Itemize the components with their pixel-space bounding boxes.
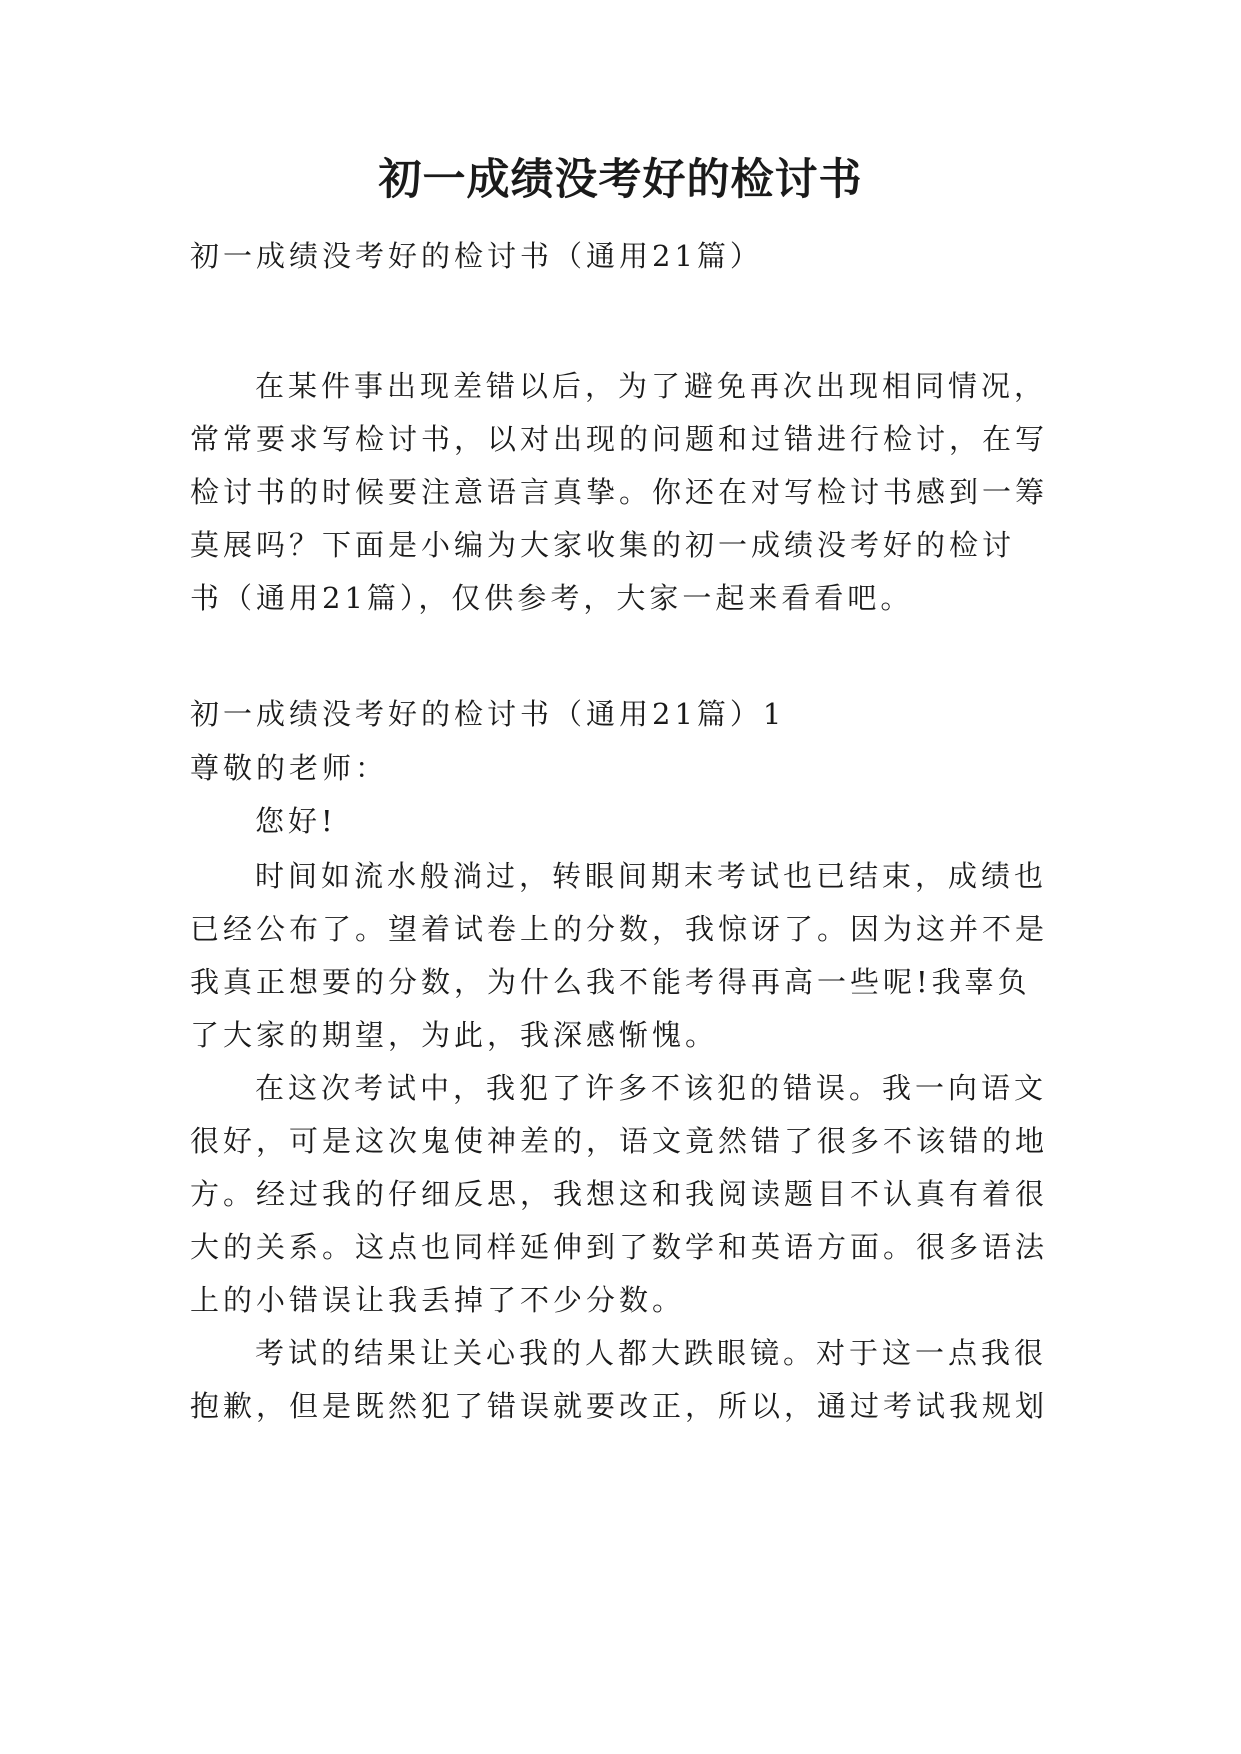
intro-line: 检讨书的时候要注意语言真挚。你还在对写检讨书感到一筹	[190, 475, 1049, 509]
paragraph-line: 方。经过我的仔细反思，我想这和我阅读题目不认真有着很	[190, 1177, 1049, 1211]
intro-line: 在某件事出现差错以后，为了避免再次出现相同情况，	[255, 369, 1048, 403]
paragraph-line: 在这次考试中，我犯了许多不该犯的错误。我一向语文	[255, 1071, 1048, 1105]
paragraph-line: 已经公布了。望着试卷上的分数，我惊讶了。因为这并不是	[190, 912, 1049, 946]
intro-line: 莫展吗？下面是小编为大家收集的初一成绩没考好的检讨	[190, 528, 1016, 562]
paragraph-line: 时间如流水般淌过，转眼间期末考试也已结束，成绩也	[255, 859, 1048, 893]
intro-line: 书（通用21篇），仅供参考，大家一起来看看吧。	[190, 581, 914, 615]
paragraph-line: 上的小错误让我丢掉了不少分数。	[190, 1283, 686, 1317]
document-title: 初一成绩没考好的检讨书	[378, 155, 863, 205]
document-subtitle: 初一成绩没考好的检讨书（通用21篇）	[190, 239, 763, 273]
salutation: 尊敬的老师：	[190, 751, 389, 785]
intro-line: 常常要求写检讨书，以对出现的问题和过错进行检讨，在写	[190, 422, 1049, 456]
paragraph-line: 抱歉，但是既然犯了错误就要改正，所以，通过考试我规划	[190, 1389, 1049, 1423]
paragraph-line: 大的关系。这点也同样延伸到了数学和英语方面。很多语法	[190, 1230, 1049, 1264]
paragraph-line: 我真正想要的分数，为什么我不能考得再高一些呢!我辜负	[190, 965, 1031, 999]
section-heading: 初一成绩没考好的检讨书（通用21篇）1	[190, 697, 786, 731]
paragraph-line: 考试的结果让关心我的人都大跌眼镜。对于这一点我很	[255, 1336, 1048, 1370]
paragraph-line: 了大家的期望，为此，我深感惭愧。	[190, 1018, 719, 1052]
greeting: 您好!	[255, 804, 337, 838]
paragraph-line: 很好，可是这次鬼使神差的，语文竟然错了很多不该错的地	[190, 1124, 1049, 1158]
